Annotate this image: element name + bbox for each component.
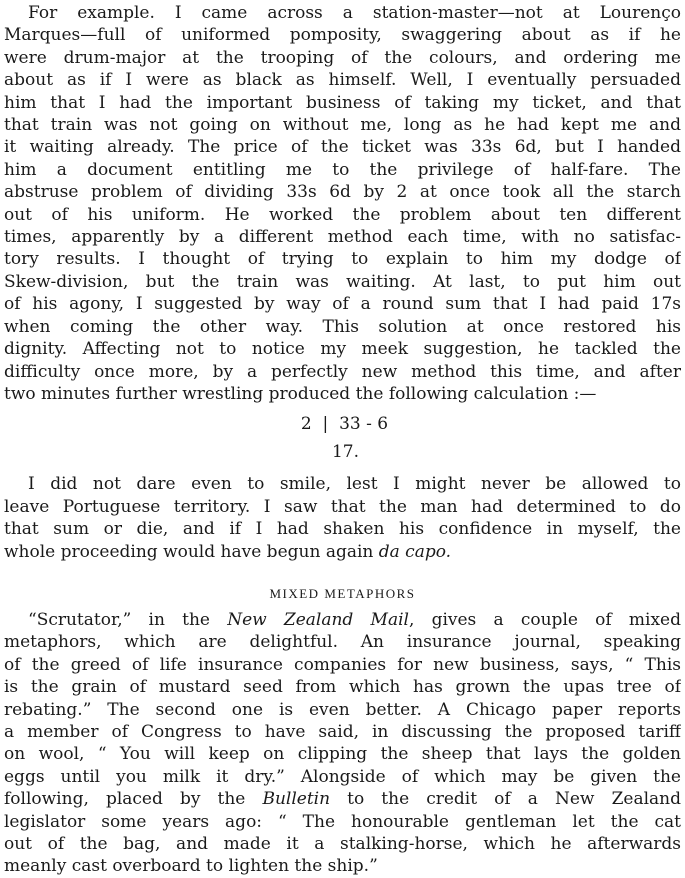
text-line: leave Portuguese territory. I saw that the man had determined to do xyxy=(4,496,681,517)
paragraph-station-master xyxy=(4,2,681,405)
text-line: of the greed of life insurance companies for new business, says, “ This xyxy=(4,654,681,675)
text-line: dignity. Affecting not to notice my meek suggestion, he tackled the xyxy=(4,339,681,360)
paragraph-portuguese-territory xyxy=(4,473,681,563)
text-line xyxy=(4,788,681,810)
italic-phrase: da capo. xyxy=(378,541,452,562)
text-line: times, apparently by a different method each time, with no satisfac- xyxy=(4,227,681,248)
text-fragment: whole proceeding would have begun again xyxy=(4,541,379,562)
italic-phrase: Bulletin xyxy=(262,789,331,810)
text-line: rebating.” The second one is even better. A Chicago paper reports xyxy=(4,699,681,720)
calculation-expression: 2 | 33 - 6 xyxy=(300,414,389,435)
text-line xyxy=(4,609,681,631)
text-line: Marques—full of uniformed pomposity, swaggering about as if he xyxy=(4,25,681,46)
text-line: is the grain of mustard seed from which has grown the upas tree of xyxy=(4,677,681,698)
text-line: Skew-division, but the train was waiting. At last, to put him out xyxy=(4,271,681,292)
text-line: that sum or die, and if I had shaken his confidence in myself, the xyxy=(4,519,681,540)
text-line: tory results. I thought of trying to explain to him my dodge of xyxy=(4,249,681,270)
italic-phrase: New Zealand Mail xyxy=(227,609,409,630)
text-line: of his agony, I suggested by way of a round sum that I had paid 17s xyxy=(4,294,681,315)
text-line: difficulty once more, by a perfectly new method this time, and after xyxy=(4,361,681,382)
text-line: on wool, “ You will keep on clipping the sheep that lays the golden xyxy=(4,744,681,765)
text-line: out of the bag, and made it a stalking-horse, which he afterwards xyxy=(4,834,681,854)
text-line: legislator some years ago: “ The honourable gentleman let the cat xyxy=(4,811,681,832)
text-line: it waiting already. The price of the ticket was 33s 6d, but I handed xyxy=(4,137,681,158)
text-fragment: “Scrutator,” in the xyxy=(28,609,228,630)
text-line: abstruse problem of dividing 33s 6d by 2 at once took all the starch xyxy=(4,182,681,203)
paragraph-mixed-metaphors xyxy=(4,609,681,878)
text-fragment: following, placed by the xyxy=(4,789,263,810)
text-line: For example. I came across a station-master—not at Lourenço xyxy=(28,3,681,23)
text-line: meanly cast overboard to lighten the ship.” xyxy=(4,856,378,877)
text-line: a member of Congress to have said, in discussing the proposed tariff xyxy=(4,721,681,742)
text-fragment: , gives a couple of mixed xyxy=(408,609,681,630)
spacer xyxy=(4,463,681,473)
text-line: him that I had the important business of taking my ticket, and that xyxy=(4,92,681,113)
text-line xyxy=(4,541,681,563)
text-line: were drum-major at the trooping of the colours, and ordering me xyxy=(4,47,681,68)
text-line: out of his uniform. He worked the problem about ten different xyxy=(4,204,681,225)
text-line: metaphors, which are delightful. An insurance journal, speaking xyxy=(4,632,681,653)
calculation-result: 17. xyxy=(331,442,360,463)
text-line: about as if I were as black as himself. Well, I eventually persuaded xyxy=(4,70,681,91)
text-line: when coming the other way. This solution at once restored his xyxy=(4,316,681,337)
section-heading: MIXED METAPHORS xyxy=(269,585,416,601)
division-calculation xyxy=(4,413,681,463)
text-line: two minutes further wrestling produced the following calculation :— xyxy=(4,383,597,404)
text-line: that train was not going on without me, long as he had kept me and xyxy=(4,115,681,136)
text-line: eggs until you milk it dry.” Alongside of which may be given the xyxy=(4,766,681,787)
text-fragment: to the credit of a New Zealand xyxy=(330,789,681,810)
text-line: I did not dare even to smile, lest I might never be allowed to xyxy=(28,474,681,495)
text-line: him a document entitling me to the privilege of half-fare. The xyxy=(4,159,681,180)
